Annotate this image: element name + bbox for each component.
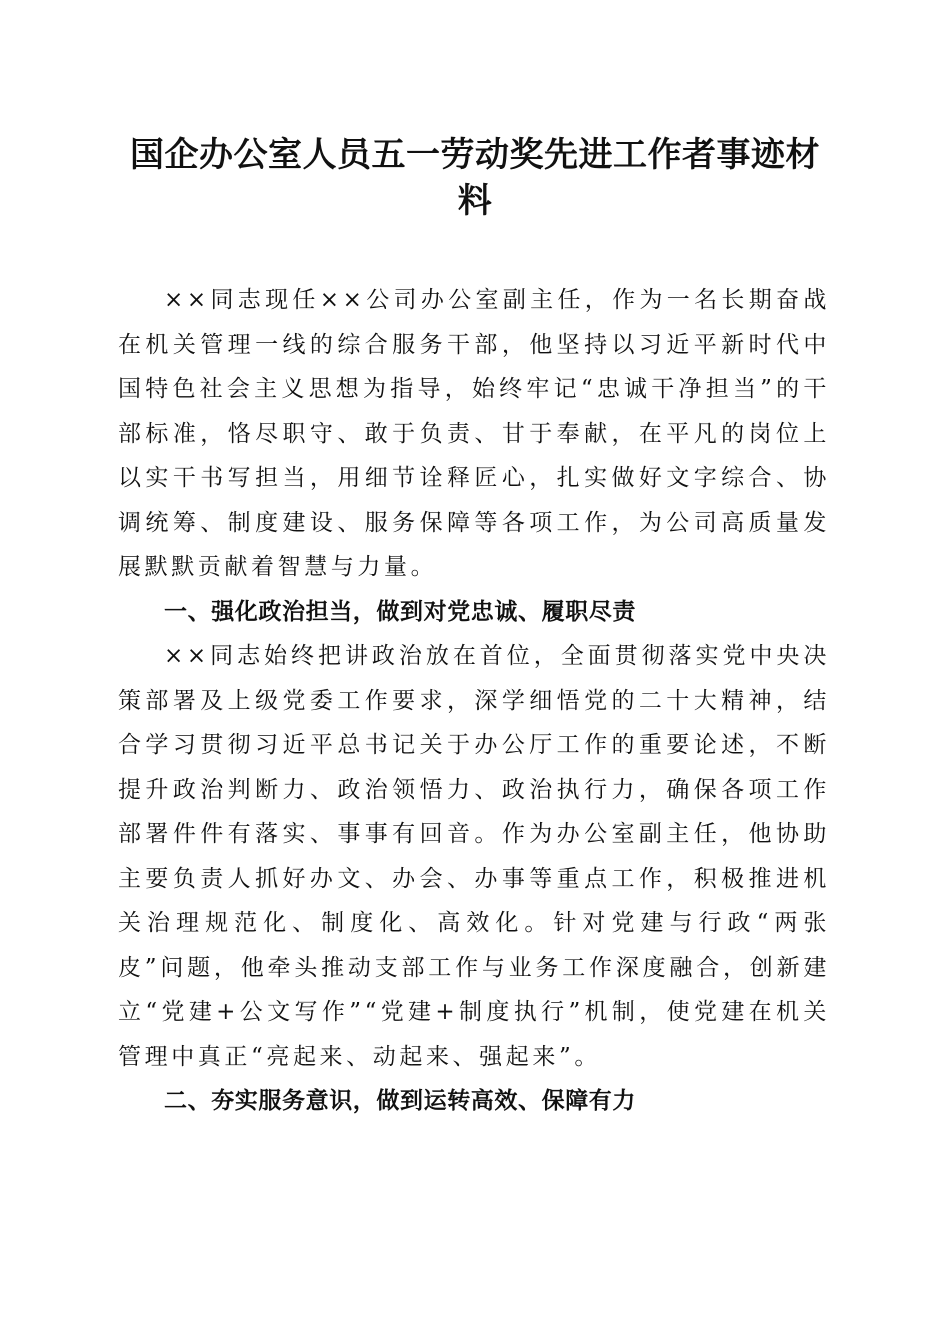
section-1-paragraph: ××同志始终把讲政治放在首位，全面贯彻落实党中央决策部署及上级党委工作要求，深学细悟党的二十大精神，结合学习贯彻习近平总书记关于办公厅工作的重要论述，不断提升政治判断力、政治领悟力、政治执行力，确保各项工作部署件件有落实、事事有回音。作为办公室副主任，他协助主要负责人抓好办文、办会、办事等重点工作，积极推进机关治理规范化、制度化、高效化。针对党建与行政“两张皮”问题，他牵头推动支部工作与业务工作深度融合，创新建立“党建+公文写作”“党建+制度执行”机制，使党建在机关管理中真正“亮起来、动起来、强起来”。 [118, 643, 830, 1070]
section-2-heading: 二、夯实服务意识，做到运转高效、保障有力 [164, 1088, 636, 1114]
section-1-heading: 一、强化政治担当，做到对党忠诚、履职尽责 [164, 598, 636, 625]
document-body [118, 278, 830, 1124]
intro-paragraph: ××同志现任××公司办公室副主任，作为一名长期奋战在机关管理一线的综合服务干部，他坚持以习近平新时代中国特色社会主义思想为指导，始终牢记“忠诚干净担当”的干部标准，恪尽职守、敢于负责、甘于奉献，在平凡的岗位上以实干书写担当，用细节诠释匠心，扎实做好文字综合、协调统筹、制度建设、服务保障等各项工作，为公司高质量发展默默贡献着智慧与力量。 [118, 287, 830, 580]
document-title: 国企办公室人员五一劳动奖先进工作者事迹材料 [130, 135, 820, 221]
